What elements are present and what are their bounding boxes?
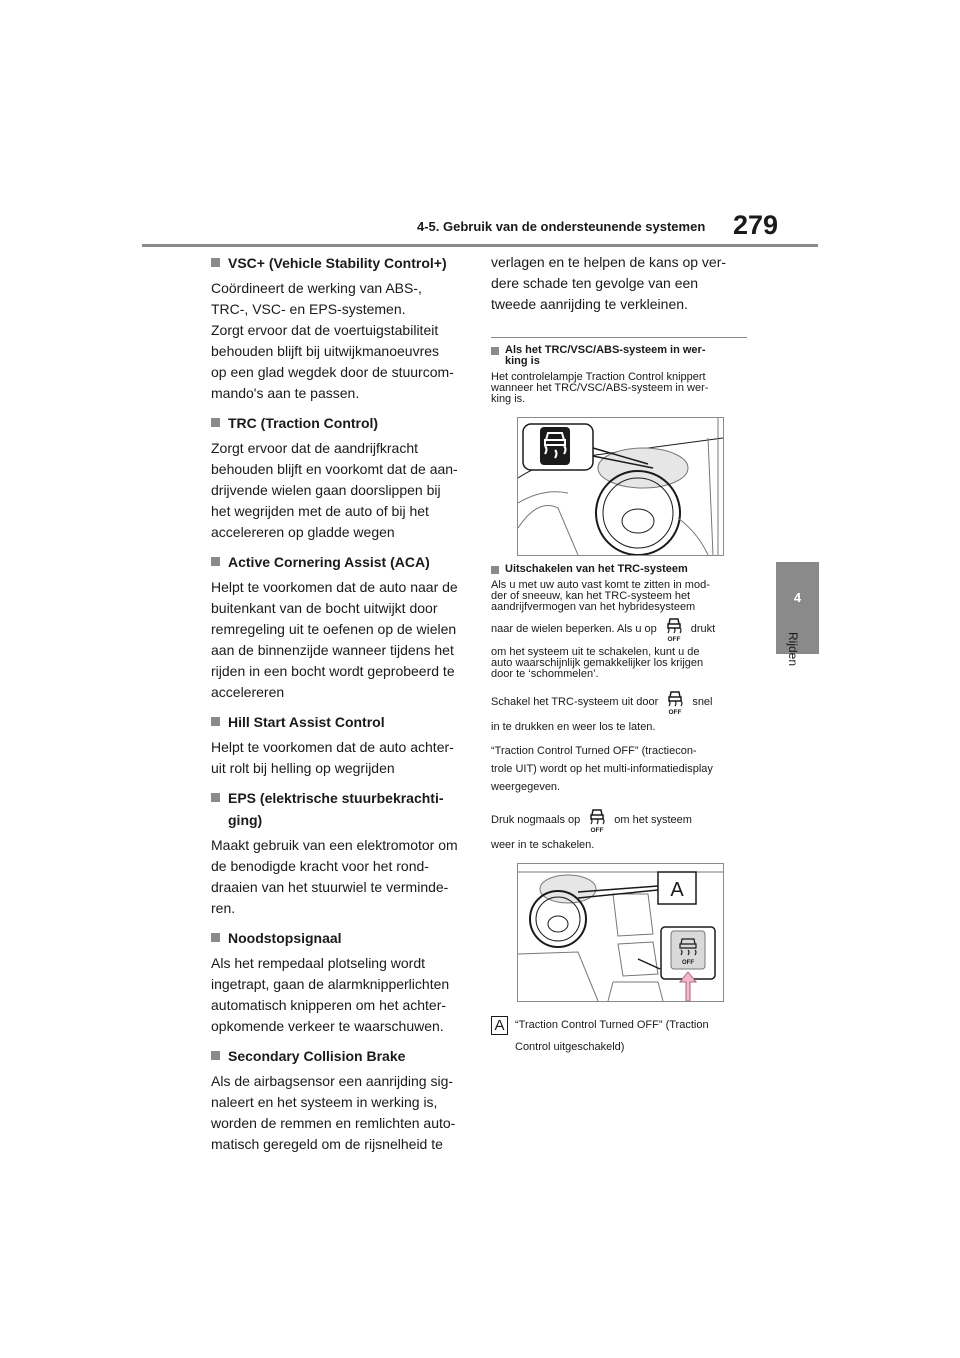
bullet-square-icon [491, 566, 499, 574]
dashboard-illustration [518, 418, 723, 555]
section-title: 4-5. Gebruik van de ondersteunende systemen [417, 219, 706, 234]
item-heading: VSC+ (Vehicle Stability Control+) [211, 252, 466, 274]
bullet-square-icon [211, 933, 220, 942]
right-column [491, 252, 751, 1058]
trc-off-button-icon [663, 616, 685, 642]
item-heading: Noodstopsignaal [211, 927, 466, 949]
bullet-square-icon [211, 717, 220, 726]
item-heading: TRC (Traction Control) [211, 412, 466, 434]
trc-off-button-figure [517, 863, 724, 1002]
chapter-label: Rijden [786, 632, 800, 667]
page-number: 279 [733, 210, 779, 240]
figure-legend: A “Traction Control Turned OFF” (Traction Control uitgeschakeld) [491, 1014, 751, 1058]
item-heading: Secondary Collision Brake [211, 1045, 466, 1067]
subsection-body: weer in te schakelen. [491, 839, 595, 851]
instruction-line: Schakel het TRC-systeem uit door OFF snel [491, 686, 751, 718]
subsection-body: “Traction Control Turned OFF” (tractiecon- trole UIT) wordt op het multi-informatiedisplay weergegeven. [491, 745, 713, 793]
bullet-square-icon [491, 347, 499, 355]
item-body: Als de airbagsensor een aanrijding sig- naleert en het systeem in werking is, worden de remmen en remlichten auto- matisch geregeld om de rijsnelheid te [211, 1073, 456, 1152]
item-body: Zorgt ervoor dat de aandrijfkracht behouden blijft en voorkomt dat de aan- drijvende wielen gaan doorslippen bij het wegrijden met de auto of bij het accelereren op gladde wegen [211, 440, 458, 540]
subsection-body: in te drukken en weer los te laten. [491, 721, 656, 733]
instruction-line: naar de wielen beperken. Als u op OFF drukt [491, 613, 751, 645]
item-body: Helpt te voorkomen dat de auto achter- uit rolt bij helling op wegrijden [211, 739, 454, 776]
item-heading: Hill Start Assist Control [211, 711, 466, 733]
bullet-square-icon [211, 793, 220, 802]
dashboard-indicator-figure [517, 417, 724, 556]
svg-text:OFF: OFF [668, 709, 682, 715]
bullet-square-icon [211, 258, 220, 267]
button-location-illustration [518, 864, 723, 1001]
item-body: Helpt te voorkomen dat de auto naar de buitenkant van de bocht uitwijkt door remregeling uit te oefenen op de wielen aan de binnenzijde wanneer tijdens het rijden in een bocht wordt geprobeerd te accelereren [211, 579, 458, 700]
bullet-square-icon [211, 557, 220, 566]
svg-text:OFF: OFF [590, 827, 604, 833]
subsection-body: Als u met uw auto vast komt te zitten in mod- der of sneeuw, kan het TRC-systeem het aandrijfvermogen van het hybridesysteem [491, 579, 710, 613]
item-body: Coördineert de werking van ABS-, TRC-, VSC- en EPS-systemen. Zorgt ervoor dat de voertuigstabiliteit behouden blijft bij uitwijkmanoeuvres op een glad wegdek door de stuurcom- mando's aan te passen. [211, 280, 454, 401]
continuation-text: verlagen en te helpen de kans op ver- dere schade ten gevolge van een tweede aanrijding te verkleinen. [491, 254, 727, 312]
bullet-square-icon [211, 418, 220, 427]
svg-text:OFF: OFF [682, 960, 694, 966]
left-column [211, 252, 466, 1155]
item-heading: EPS (elektrische stuurbekrachti- ging) [211, 787, 466, 831]
subsection-body: om het systeem uit te schakelen, kunt u de auto waarschijnlijk gemakkelijker los krijgen door te ‘schommelen’. [491, 646, 704, 680]
subsection-rule [491, 337, 747, 338]
trc-off-button-icon [664, 689, 686, 715]
svg-text:OFF: OFF [667, 636, 681, 642]
item-body: Als het rempedaal plotseling wordt ingetrapt, gaan de alarmknipperlichten automatisch knipperen om het achter- opkomende verkeer te waarschuwen. [211, 955, 450, 1034]
header-rule [142, 244, 818, 247]
subsection-heading: Als het TRC/VSC/ABS-systeem in wer- king is [491, 345, 751, 367]
subsection-heading: Uitschakelen van het TRC-systeem [491, 564, 751, 575]
display-label-a: A [670, 879, 684, 901]
bullet-square-icon [211, 1051, 220, 1060]
chapter-number: 4 [793, 590, 802, 605]
trc-off-button-icon [586, 807, 608, 833]
legend-label-a: A [491, 1016, 508, 1035]
item-body: Maakt gebruik van een elektromotor om de benodigde kracht voor het rond- draaien van het stuurwiel te verminde- ren. [211, 837, 458, 916]
subsection-body: Het controlelampje Traction Control knippert wanneer het TRC/VSC/ABS-systeem in wer- king is. [491, 371, 709, 405]
instruction-line: Druk nogmaals op OFF om het systeem [491, 804, 751, 836]
item-heading: Active Cornering Assist (ACA) [211, 551, 466, 573]
